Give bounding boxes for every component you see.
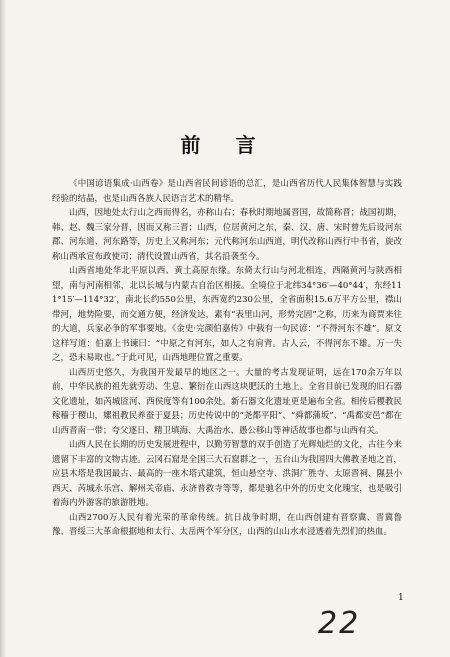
paragraph: 山西人民在长期的历史发展进程中，以勤劳智慧的双手创造了光辉灿烂的文化，古往今来遗留下丰富的文物古迹。云冈石窟是全国三大石窟群之一，五台山为我国四大佛教圣地之首，应县木塔是我国最古、最高的一座木塔式建筑，恒山悬空寺、洪洞广胜寺、太原晋祠、隰县小西天、芮城永乐宫、解州关帝庙、永济普救寺等等，都是驰名中外的历史文化瑰宝，也是吸引着海内外游客的旅游胜地。 (52, 440, 402, 508)
handwritten-page-mark: 22 (318, 606, 361, 641)
body-text (52, 177, 402, 617)
scan-edge-shadow (0, 0, 6, 657)
paragraph: 山西2700万人民有着光荣的革命传统。抗日战争时期，在山西创建有晋察冀、晋冀鲁豫、晋绥三大革命根据地和太行、太岳两个军分区，山西的山山水水浸透着先烈们的热血。 (52, 512, 402, 537)
page-number: 1 (398, 593, 404, 603)
paragraph: 《中国谚语集成·山西卷》是山西省民间谚语的总汇，是山西省历代人民集体智慧与实践经验的结晶，也是山西各族人民语言艺术的精华。 (52, 179, 402, 204)
paragraph: 山西历史悠久，为我国开发最早的地区之一。大量的考古发现证明，远在170余万年以前，中华民族的祖先就劳动、生息、繁衍在山西这块肥沃的土地上。全省目前已发现的旧石器文化遗址，如芮城匼河、西侯度等有100余处。新石器文化遗址更是遍布全省。相传后稷教民稼穑于稷山，嫘祖教民养蚕于夏县；历史传说中的“尧都平阳”、“舜都蒲坂”、“禹都安邑”都在山西晋南一带；夸父逐日、精卫填海、大禹治水、愚公移山等神话故事也都与山西有关。 (52, 367, 402, 436)
paragraph: 山西省地处华北平原以西、黄土高原东缘。东倚太行山与河北相连，西隔黄河与陕西相望，南与河南相邻，北以长城与内蒙古自治区相接。全境位于北纬34°36′—40°44′，东经111°15′—114°32′，南北长约550公里，东西宽约230公里，全省面积15.6万平方公里，襟山带河，地势险要，而交通方便，经济发达，素有“表里山河，形势完固”之称，历来为商贾来往的大道，兵家必争的军事要地。《金史·完颜伯嘉传》中载有一句民谚：“不得河东不雄”。原文这样写道：伯嘉上书谏曰：“中原之有河东，如人之有肩背。古人云，不得河东不雄。万一失之，恐未易取也。”于此可见，山西地理位置之重要。 (52, 266, 402, 363)
paragraph: 山西，因地处太行山之西而得名，亦称山右；春秋时期地属晋国，故简称晋；战国初期，韩、赵、魏三家分晋，因而又称三晋；山西，位居黄河之东，秦、汉、唐、宋时曾先后设河东郡、河东道、河东路等，历史上又称河东；元代称河东山西道，明代改称山西行中书省，旋改称山西承宣布政使司；清代设置山西省，其名沿袭至今。 (52, 208, 402, 262)
page-title: 前 言 (180, 133, 270, 157)
